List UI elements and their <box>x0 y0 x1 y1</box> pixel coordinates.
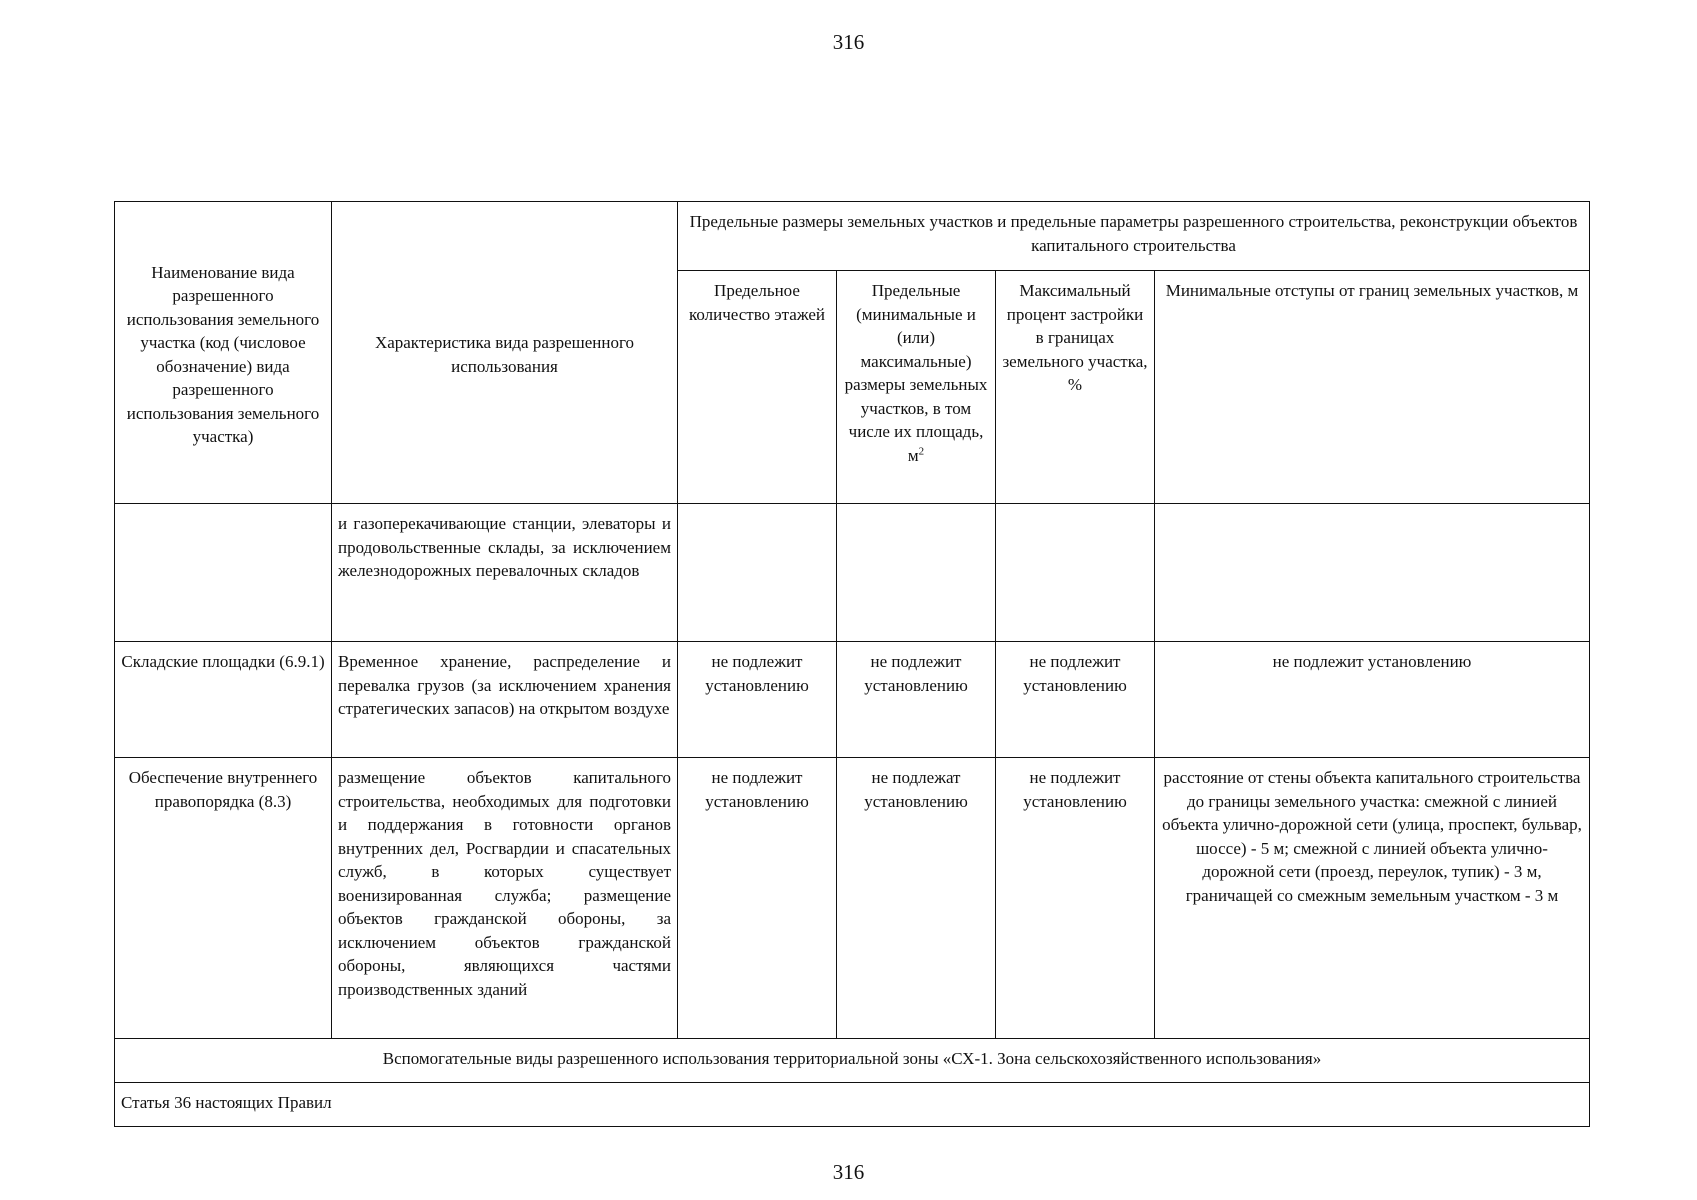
header-setbacks-col: Минимальные отступы от границ земельных участков, м <box>1155 271 1590 504</box>
cell-setbacks: расстояние от стены объекта капитального строительства до границы земельного участка: смежной с линией объекта улично-дорожной сети (улица, проспект, бульвар, шоссе) - 5 м; смежной с линией объекта улично-дорожной сети (проезд, переулок, тупик) - 3 м, граничащей со смежным земельным участком - 3 м <box>1155 758 1590 1039</box>
cell-sizes: не подлежат установлению <box>837 758 996 1039</box>
page-number-top: 316 <box>832 30 865 54</box>
header-sizes-sup: 2 <box>918 444 925 457</box>
cell-setbacks <box>1155 504 1590 642</box>
cell-coverage: не подлежит установлению <box>996 642 1155 758</box>
header-sizes-col <box>837 271 996 504</box>
page-number-bottom: 316 <box>832 1160 865 1184</box>
table-row <box>115 642 1590 758</box>
cell-coverage: не подлежит установлению <box>996 758 1155 1039</box>
header-characteristic-col: Характеристика вида разрешенного использования <box>332 202 678 504</box>
auxiliary-reference-row <box>115 1083 1590 1127</box>
cell-sizes <box>837 504 996 642</box>
cell-name <box>115 504 332 642</box>
cell-characteristic: размещение объектов капитального строительства, необходимых для подготовки и поддержания в готовности органов внутренних дел, Росгвардии и спасательных служб, в которых существует военизированная служба; размещение объектов гражданской обороны, за исключением объектов гражданской обороны, являющихся частями производственных зданий <box>332 758 678 1039</box>
cell-floors: не подлежит установлению <box>678 758 837 1039</box>
header-name-col: Наименование вида разрешенного использования земельного участка (код (числовое обозначение) вида разрешенного использования земельного участка) <box>115 202 332 504</box>
cell-coverage <box>996 504 1155 642</box>
cell-floors <box>678 504 837 642</box>
table-header-row <box>115 202 1590 271</box>
cell-sizes: не подлежит установлению <box>837 642 996 758</box>
table-row <box>115 758 1590 1039</box>
header-limits-group: Предельные размеры земельных участков и предельные параметры разрешенного строительства, реконструкции объектов капитального строительства <box>678 202 1590 271</box>
cell-characteristic: и газоперекачивающие станции, элеваторы и продовольственные склады, за исключением железнодорожных перевалочных складов <box>332 504 678 642</box>
header-sizes-text: Предельные (минимальные и (или) максимальные) размеры земельных участков, в том числе их площадь, м <box>844 281 988 465</box>
cell-name: Складские площадки (6.9.1) <box>115 642 332 758</box>
cell-setbacks: не подлежит установлению <box>1155 642 1590 758</box>
auxiliary-reference: Статья 36 настоящих Правил <box>115 1083 1590 1127</box>
table-row <box>115 504 1590 642</box>
cell-characteristic: Временное хранение, распределение и перевалка грузов (за исключением хранения стратегических запасов) на открытом воздухе <box>332 642 678 758</box>
cell-floors: не подлежит установлению <box>678 642 837 758</box>
zoning-regulations-table <box>114 201 1590 1127</box>
header-floors-col: Предельное количество этажей <box>678 271 837 504</box>
auxiliary-heading: Вспомогательные виды разрешенного использования территориальной зоны «СХ-1. Зона сельскохозяйственного использования» <box>115 1039 1590 1083</box>
header-coverage-col: Максимальный процент застройки в границах земельного участка, % <box>996 271 1155 504</box>
cell-name: Обеспечение внутреннего правопорядка (8.3) <box>115 758 332 1039</box>
auxiliary-heading-row <box>115 1039 1590 1083</box>
